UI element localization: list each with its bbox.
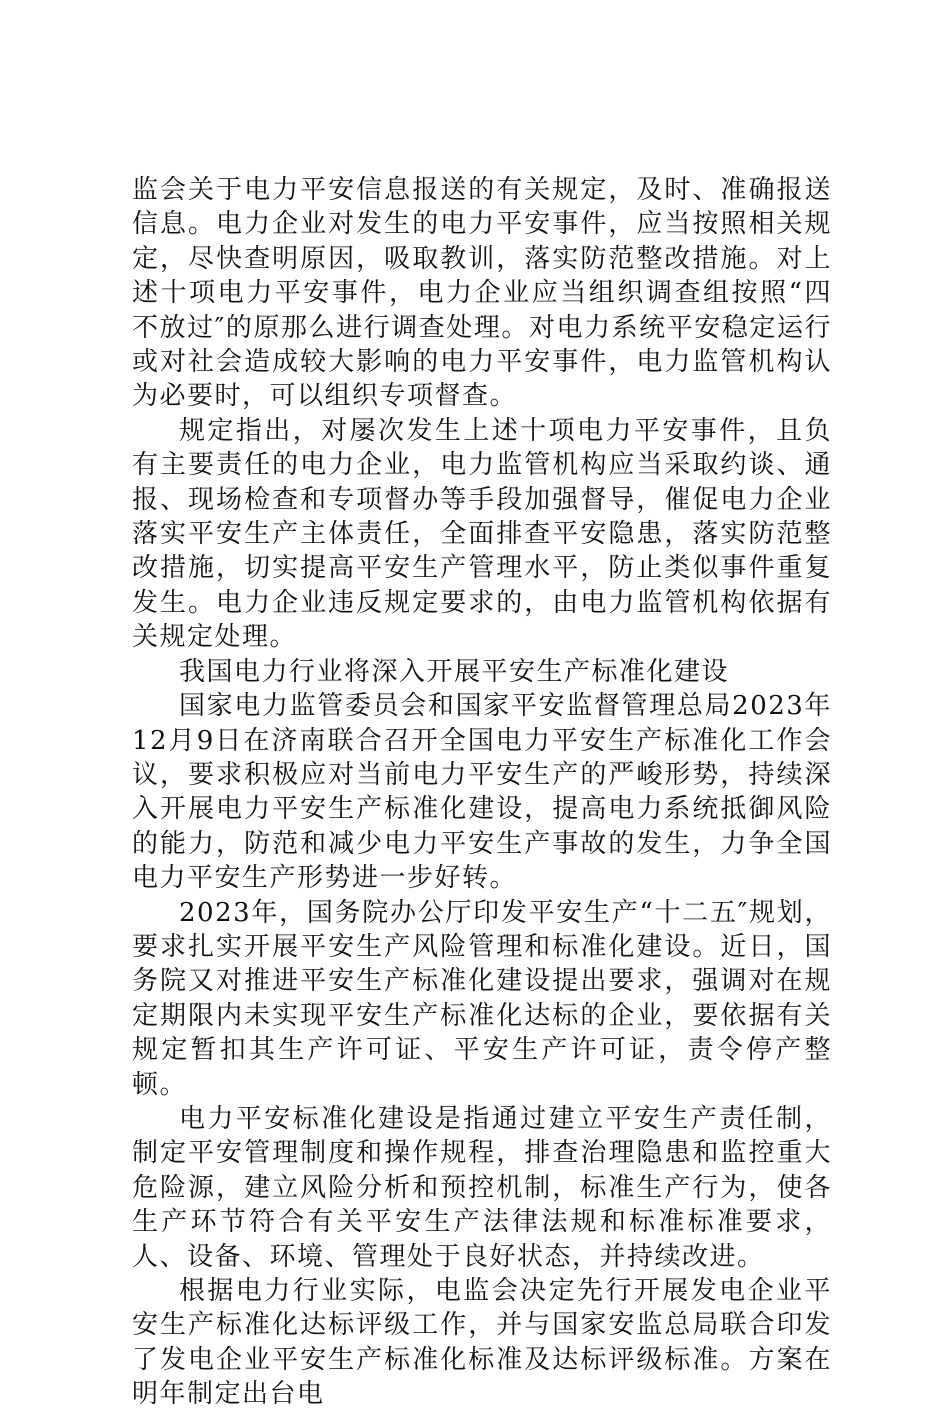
document-body bbox=[132, 173, 832, 1412]
paragraph-standardization-definition: 电力平安标准化建设是指通过建立平安生产责任制，制定平安管理制度和操作规程，排查治理隐患和监控重大危险源，建立风险分析和预控机制，标准生产行为，使各生产环节符合有关平安生产法律法规和标准标准要求，人、设备、环境、管理处于良好状态，并持续改进。 bbox=[132, 1103, 832, 1272]
paragraph-repeated-incidents: 规定指出，对屡次发生上述十项电力平安事件，且负有主要责任的电力企业，电力监管机构应当采取约谈、通报、现场检查和专项督办等手段加强督导，催促电力企业落实平安生产主体责任，全面排查平安隐患，落实防范整改措施，切实提高平安生产管理水平，防止类似事件重复发生。电力企业违反规定要求的，由电力监管机构依据有关规定处理。 bbox=[132, 415, 832, 653]
paragraph-reporting-rules: 监会关于电力平安信息报送的有关规定，及时、准确报送信息。电力企业对发生的电力平安事件，应当按照相关规定，尽快查明原因，吸取教训，落实防范整改措施。对上述十项电力平安事件，电力企业应当组织调查组按照“四不放过″的原那么进行调查处理。对电力系统平安稳定运行或对社会造成较大影响的电力平安事件，电力监管机构认为必要时，可以组织专项督查。 bbox=[132, 175, 832, 412]
section-heading-standardization: 我国电力行业将深入开展平安生产标准化建设 bbox=[179, 656, 730, 687]
paragraph-power-generation-rating: 根据电力行业实际，电监会决定先行开展发电企业平安生产标准化达标评级工作，并与国家安监总局联合印发了发电企业平安生产标准化标准及达标评级标准。方案在明年制定出台电 bbox=[132, 1276, 832, 1410]
paragraph-state-council: 2023年，国务院办公厅印发平安生产“十二五″规划，要求扎实开展平安生产风险管理和标准化建设。近日，国务院又对推进平安生产标准化建设提出要求，强调对在规定期限内未实现平安生产标准化达标的企业，要依据有关规定暂扣其生产许可证、平安生产许可证，责令停产整顿。 bbox=[132, 897, 832, 1100]
paragraph-jinan-meeting: 国家电力监管委员会和国家平安监督管理总局2023年12月9日在济南联合召开全国电力平安生产标准化工作会议，要求积极应对当前电力平安生产的严峻形势，持续深入开展电力平安生产标准化建设，提高电力系统抵御风险的能力，防范和减少电力平安生产事故的发生，力争全国电力平安生产形势进一步好转。 bbox=[132, 691, 832, 894]
